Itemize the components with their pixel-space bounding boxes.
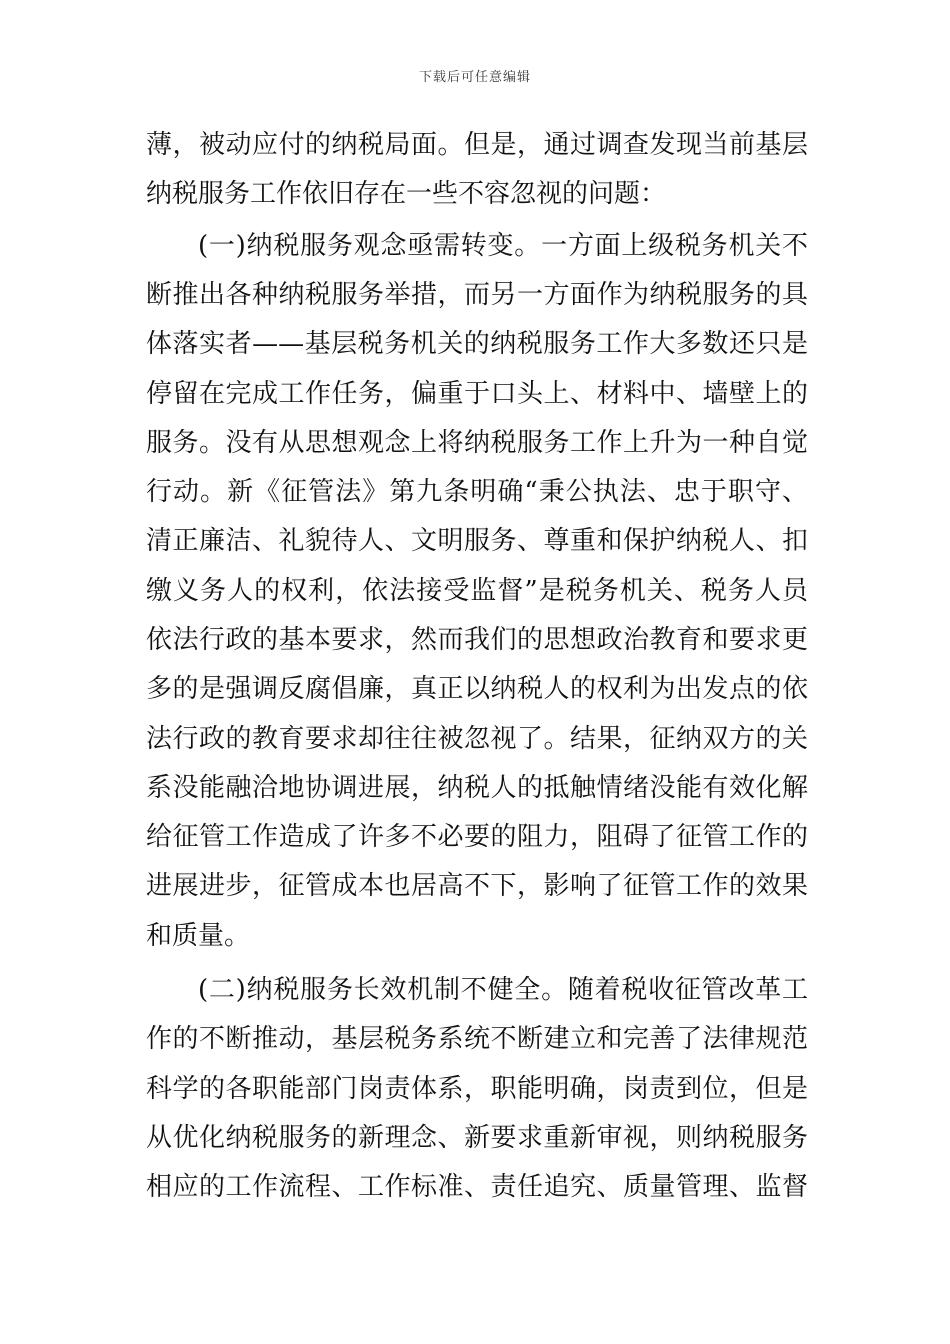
text-line: 给征管工作造成了许多不必要的阻力，阻碍了征管工作的 [146, 822, 808, 852]
page-header: 下载后可任意编辑 [418, 70, 531, 85]
text-line: 纳税服务工作依旧存在一些不容忽视的问题： [146, 179, 667, 209]
text-line: 多的是强调反腐倡廉，真正以纳税人的权利为出发点的依 [146, 674, 808, 704]
text-line: 体落实者——基层税务机关的纳税服务工作大多数还只是 [146, 329, 808, 359]
text-line: 科学的各职能部门岗责体系，职能明确，岗责到位，但是 [146, 1074, 808, 1104]
text-line: 薄，被动应付的纳税局面。但是，通过调查发现当前基层 [146, 130, 808, 160]
text-line: 行动。新《征管法》第九条明确“秉公执法、忠于职守、 [146, 477, 808, 507]
text-line: 法行政的教育要求却往往被忽视了。结果，征纳双方的关 [146, 724, 808, 754]
text-line: 缴义务人的权利，依法接受监督”是税务机关、税务人员 [146, 576, 808, 606]
text-line: 断推出各种纳税服务举措，而另一方面作为纳税服务的具 [146, 280, 808, 310]
text-line: 进展进步，征管成本也居高不下，影响了征管工作的效果 [146, 871, 808, 901]
text-line: 系没能融洽地协调进展，纳税人的抵触情绪没能有效化解 [146, 773, 808, 803]
text-line: 清正廉洁、礼貌待人、文明服务、尊重和保护纳税人、扣 [146, 526, 808, 556]
paragraph-first-line: (二)纳税服务长效机制不健全。随着税收征管改革工 [198, 975, 808, 1005]
text-line: 相应的工作流程、工作标准、责任追究、质量管理、监督 [146, 1172, 808, 1202]
text-line: 作的不断推动，基层税务系统不断建立和完善了法律规范 [146, 1024, 808, 1054]
text-line: 和质量。 [146, 921, 251, 951]
text-line: 停留在完成工作任务，偏重于口头上、材料中、墙壁上的 [146, 379, 808, 409]
paragraph-first-line: (一)纳税服务观念亟需转变。一方面上级税务机关不 [198, 231, 808, 261]
text-line: 服务。没有从思想观念上将纳税服务工作上升为一种自觉 [146, 428, 808, 458]
text-line: 从优化纳税服务的新理念、新要求重新审视，则纳税服务 [146, 1123, 808, 1153]
text-line: 依法行政的基本要求，然而我们的思想政治教育和要求更 [146, 625, 808, 655]
